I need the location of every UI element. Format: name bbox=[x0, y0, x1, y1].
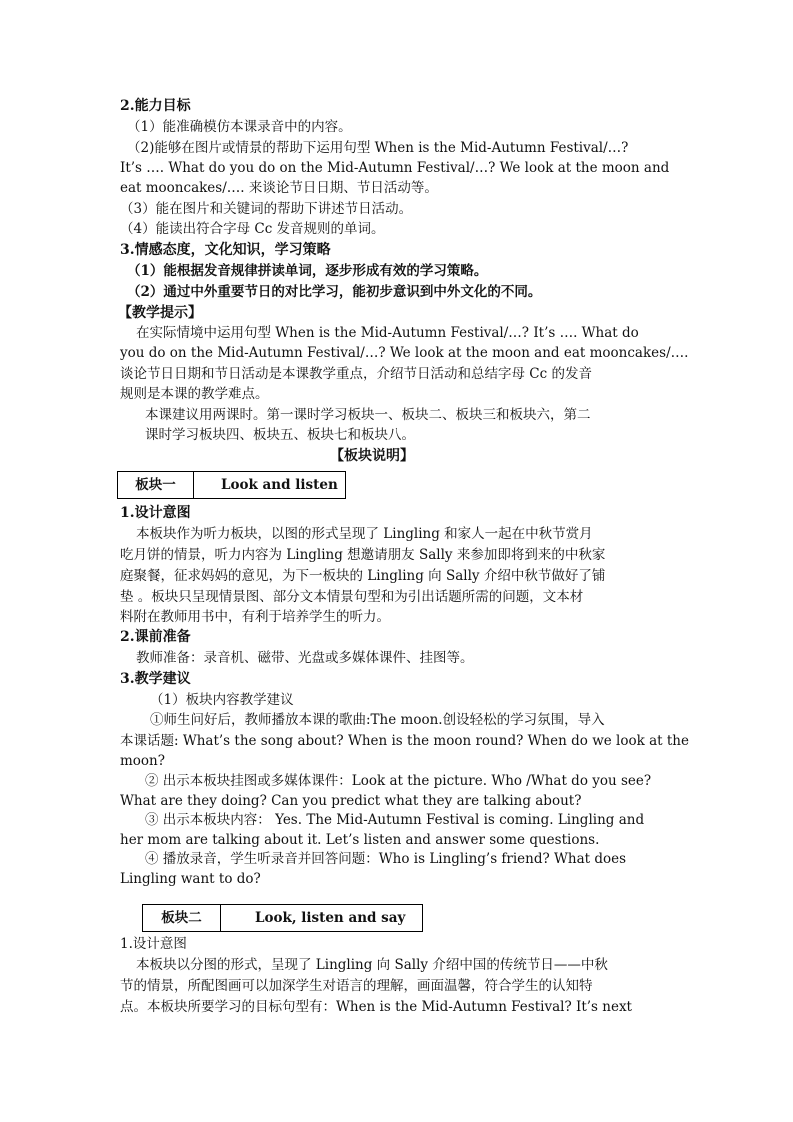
block-2-label-cell bbox=[142, 904, 221, 932]
block-1-design-line-2: 吃月饼的情景，听力内容为 Lingling 想邀请朋友 Sally 来参加即将到来的中秋家 bbox=[120, 547, 606, 563]
block-1-design-title: 1.设计意图 bbox=[120, 505, 191, 521]
section-3-title: 3.情感态度，文化知识，学习策略 bbox=[120, 242, 331, 258]
block-2-label: 板块二 bbox=[161, 910, 202, 926]
tips-line-1: 在实际情境中运用句型 When is the Mid-Autumn Festival/…? It’s …. What do bbox=[136, 325, 639, 341]
blocks-heading: 【板块说明】 bbox=[330, 448, 414, 464]
block-1-design-line-3: 庭聚餐，征求妈妈的意见，为下一板块的 Lingling 向 Sally 介绍中秋节做好了铺 bbox=[120, 568, 606, 584]
suggestion-step-1-line-2: 本课话题: What’s the song about? When is the moon round? When do we look at the bbox=[120, 733, 689, 749]
block-2-design-line-1: 本板块以分图的形式，呈现了 Lingling 向 Sally 介绍中国的传统节日——中秋 bbox=[136, 957, 608, 973]
suggestion-step-2-line-2: What are they doing? Can you predict what they are talking about? bbox=[120, 793, 582, 809]
teaching-tips-title: 【教学提示】 bbox=[118, 305, 202, 321]
ability-item-2-line-3: eat mooncakes/…. 来谈论节日日期、节日活动等。 bbox=[120, 180, 438, 196]
suggestion-step-1-line-1: ①师生问好后，教师播放本课的歌曲:The moon.创设轻松的学习氛围，导入 bbox=[150, 712, 605, 728]
block-2-design-line-2: 节的情景，所配图画可以加深学生对语言的理解，画面温馨，符合学生的认知特 bbox=[120, 978, 593, 994]
tips-line-3: 谈论节日日期和节日活动是本课教学重点，介绍节日活动和总结字母 Cc 的发音 bbox=[120, 366, 592, 382]
attitude-item-1: （1）能根据发音规律拼读单词，逐步形成有效的学习策略。 bbox=[127, 263, 488, 279]
block-1-design-line-1: 本板块作为听力板块，以图的形式呈现了 Lingling 和家人一起在中秋节赏月 bbox=[136, 526, 593, 542]
suggestion-step-1-line-3: moon? bbox=[120, 753, 165, 769]
suggestion-step-4-line-2: Lingling want to do? bbox=[120, 871, 261, 887]
tips-line-6: 课时学习板块四、板块五、板块七和板块八。 bbox=[145, 427, 415, 443]
block-2-name-cell bbox=[220, 904, 423, 932]
ability-item-4: （4）能读出符合字母 Cc 发音规则的单词。 bbox=[120, 221, 385, 237]
ability-item-2-line-2: It’s …. What do you do on the Mid-Autumn Festival/…? We look at the moon and bbox=[120, 160, 670, 176]
suggestion-step-3-line-2: her mom are talking about it. Let’s listen and answer some questions. bbox=[120, 832, 600, 848]
block-2-design-title: 1.设计意图 bbox=[120, 936, 187, 952]
block-1-label-cell bbox=[117, 471, 194, 499]
block-2-design-line-3: 点。本板块所要学习的目标句型有：When is the Mid-Autumn Festival? It’s next bbox=[120, 999, 632, 1015]
block-1-design-line-4: 垫 。板块只呈现情景图、部分文本情景句型和为引出话题所需的问题，文本材 bbox=[120, 589, 584, 605]
suggestion-step-4-line-1: ④ 播放录音，学生听录音并回答问题：Who is Lingling’s friend? What does bbox=[145, 851, 627, 867]
suggestion-subtitle: （1）板块内容教学建议 bbox=[150, 692, 294, 708]
tips-line-2: you do on the Mid-Autumn Festival/…? We look at the moon and eat mooncakes/…. bbox=[120, 345, 689, 361]
block-1-name-cell bbox=[193, 471, 346, 499]
ability-item-3: （3）能在图片和关键词的帮助下讲述节日活动。 bbox=[120, 201, 413, 217]
block-1-label: 板块一 bbox=[135, 477, 176, 493]
block-1-design-line-5: 料附在教师用书中，有利于培养学生的听力。 bbox=[120, 609, 390, 625]
tips-line-5: 本课建议用两课时。第一课时学习板块一、板块二、板块三和板块六，第二 bbox=[145, 407, 591, 423]
block-1-prep-title: 2.课前准备 bbox=[120, 629, 191, 645]
suggestion-step-3-line-1: ③ 出示本板块内容： Yes. The Mid-Autumn Festival is coming. Lingling and bbox=[145, 812, 645, 828]
block-2-name: Look, listen and say bbox=[255, 910, 406, 926]
block-1-name: Look and listen bbox=[221, 477, 338, 493]
section-2-title: 2.能力目标 bbox=[120, 98, 191, 114]
suggestion-step-2-line-1: ② 出示本板块挂图或多媒体课件：Look at the picture. Who /What do you see? bbox=[145, 773, 652, 789]
block-1-prep-text: 教师准备：录音机、磁带、光盘或多媒体课件、挂图等。 bbox=[136, 650, 474, 666]
tips-line-4: 规则是本课的教学难点。 bbox=[120, 386, 269, 402]
attitude-item-2: （2）通过中外重要节日的对比学习，能初步意识到中外文化的不同。 bbox=[127, 284, 542, 300]
ability-item-2-line-1: （2)能够在图片或情景的帮助下运用句型 When is the Mid-Autumn Festival/…? bbox=[127, 140, 629, 156]
block-1-suggestion-title: 3.教学建议 bbox=[120, 671, 191, 687]
ability-item-1: （1）能准确模仿本课录音中的内容。 bbox=[127, 119, 352, 135]
